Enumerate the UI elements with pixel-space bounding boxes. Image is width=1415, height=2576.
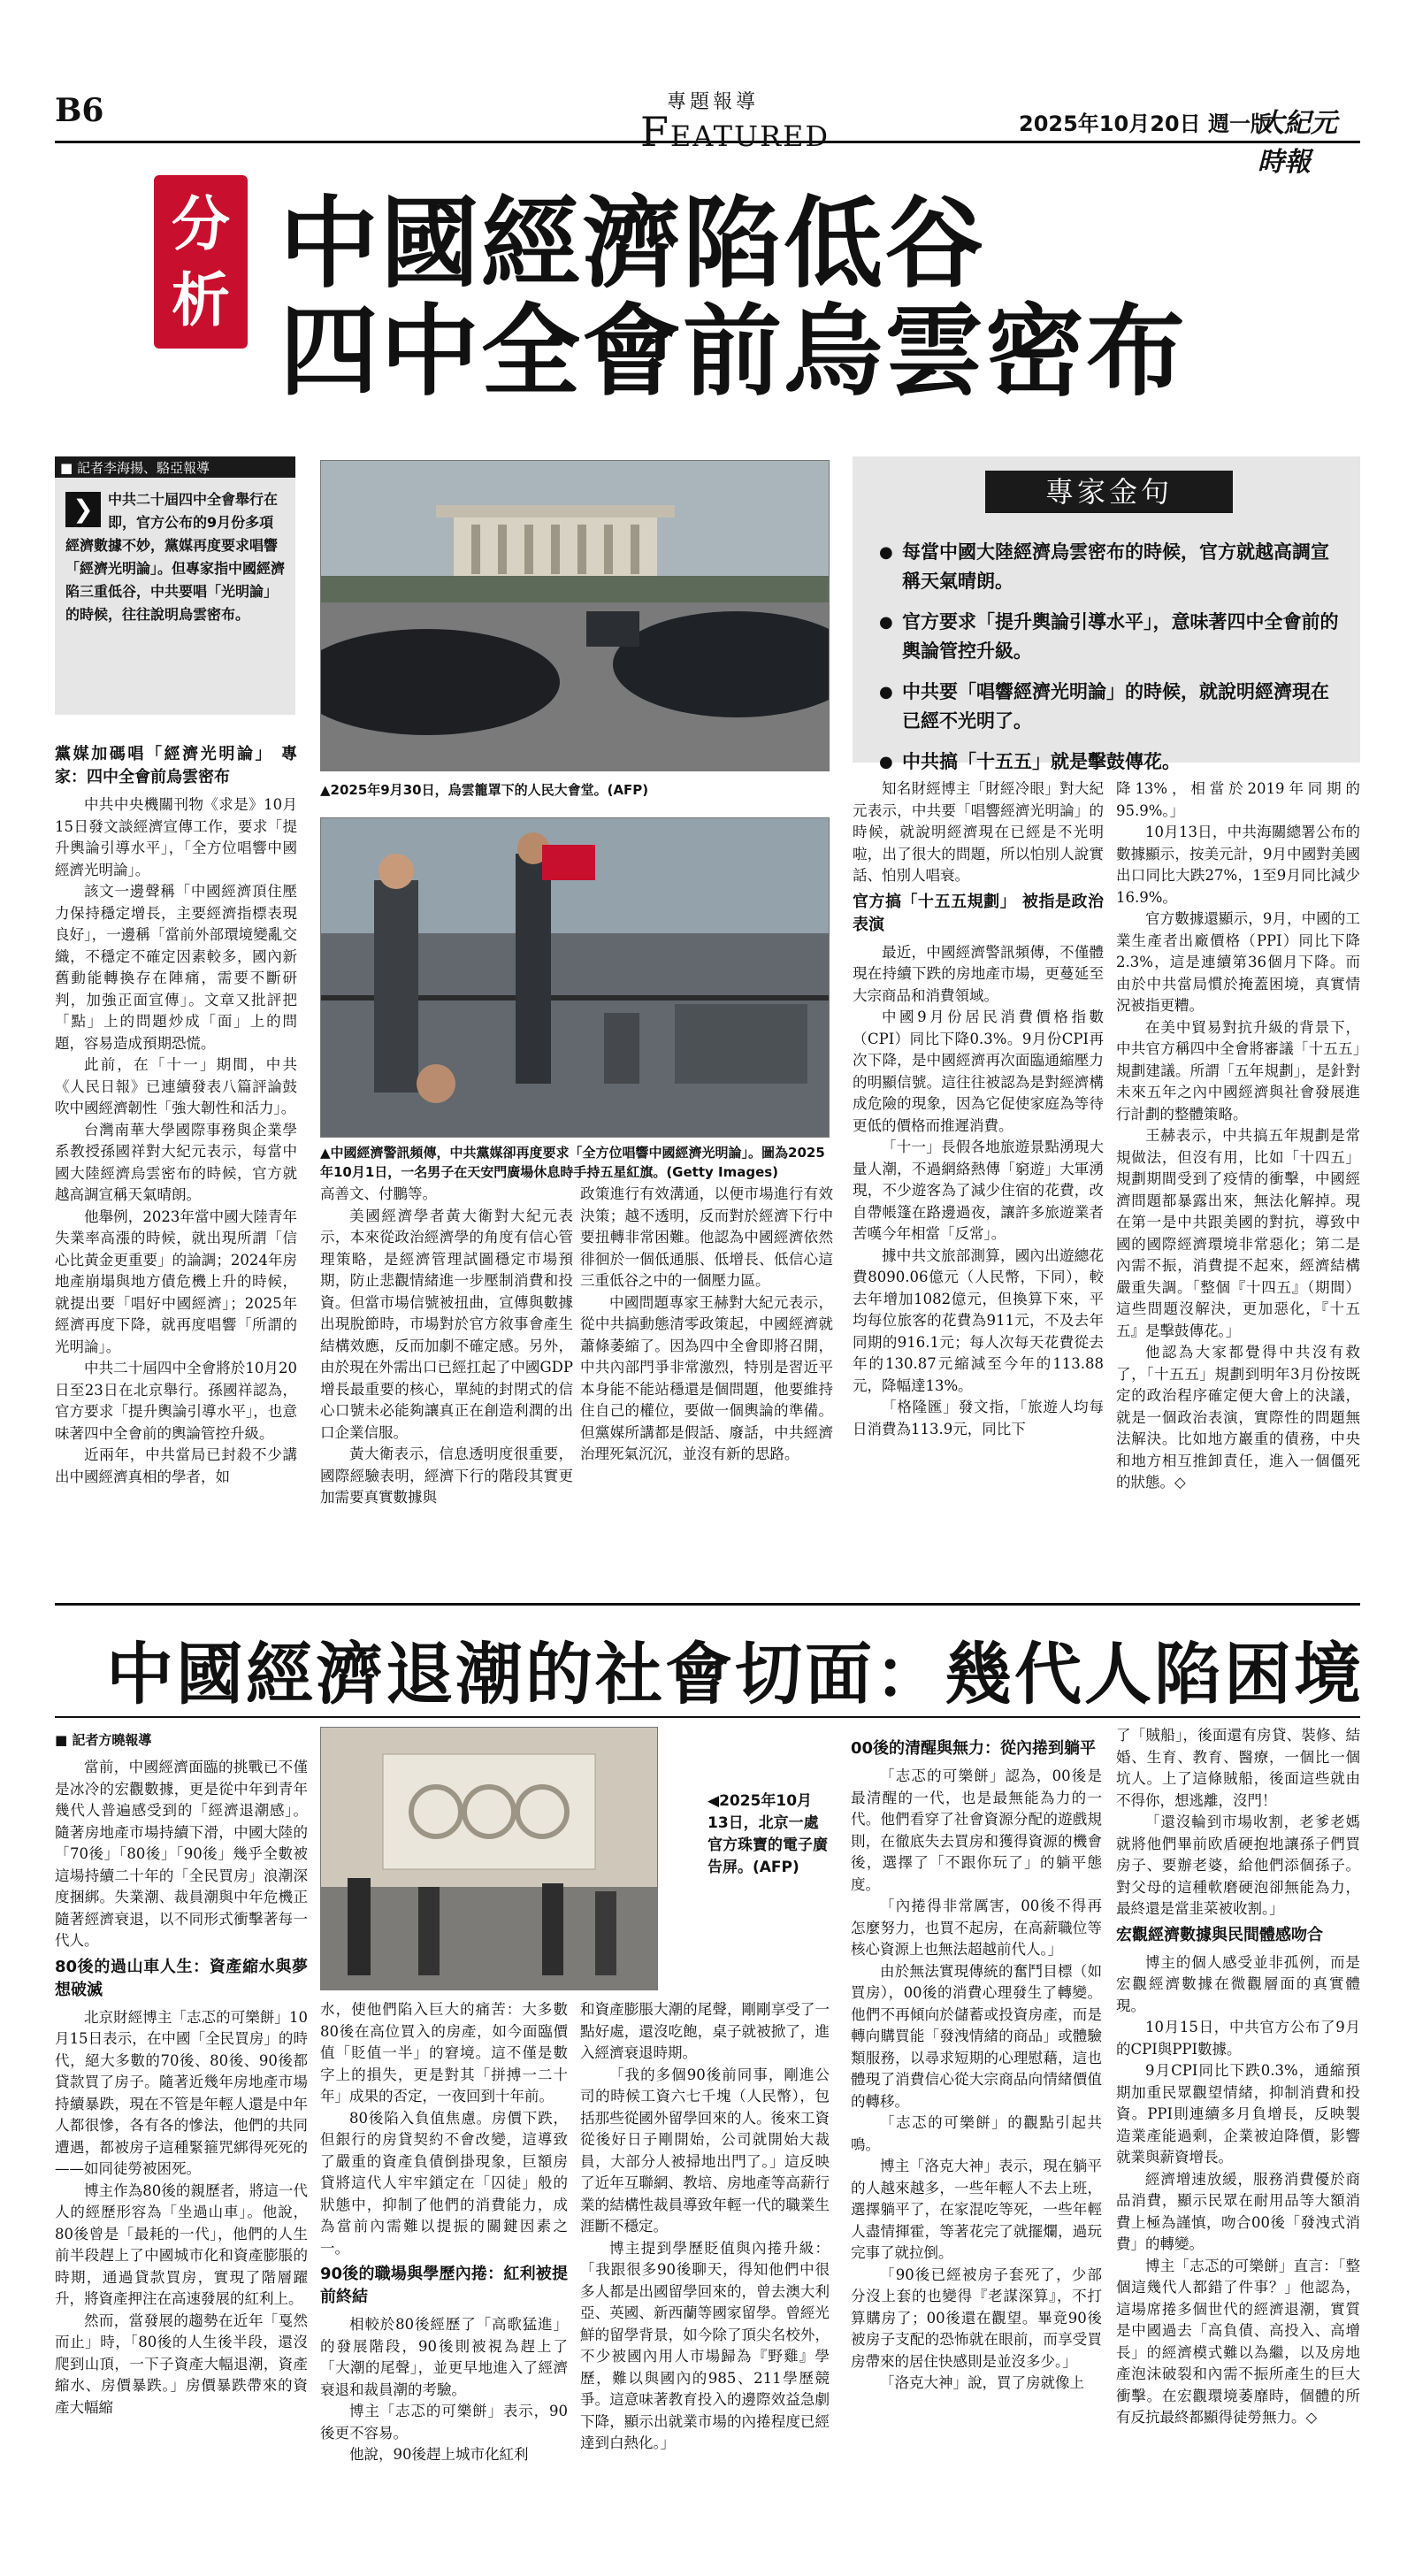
paragraph: 「洛克大神」說，買了房就像上 [880,2374,1084,2391]
page-masthead [55,87,1360,178]
article1-column-3 [580,1184,833,1466]
paragraph: 中國問題專家王赫對大紀元表示，從中共搞動態清零政策起，中國經濟就蕭條萎縮了。因為四中全會即將召開，中共內部門爭非常激烈，特別是習近平本身能不能站穩還是個問題，他要維持住自己的權位，要做一個輿論的準備。但黨媒所講都是假話、廢話，中共經濟治理死氣沉沉，並沒有新的思路。 [580,1293,833,1462]
jewelry-store-photo [320,1727,658,1990]
headline-divider [55,1716,1360,1718]
paragraph: 水，使他們陷入巨大的痛苦：大多數80後在高位買入的房產，如今面臨價值「貶值一半」的窘境。這不僅是數字上的損失，更是對其「拼搏一二十年」成果的否定，一夜回到十年前。 [320,2001,568,2104]
paragraph: 博主「洛克大神」表示，現在躺平的人越來越多，一些年輕人不去上班，選擇躺平了，在家混吃等死，一些年輕人盡情揮霍，等著花完了就擺爛，過玩完事了就拉倒。 [851,2158,1102,2261]
paragraph: 「還沒輪到市場收割，老爹老媽就將他們畢前欧盾硬抱地讓孫子們買房子、要辦老婆，給他們添個孫子。對父母的這種軟磨硬泡卻無能為力，最終還是當韭菜被收割。」 [1116,1813,1360,1917]
paragraph: 政策進行有效溝通，以便市場進行有效決策；越不透明，反而對於經濟下行中要扭轉非常困難。他認為中國經濟依然徘徊於一個低通脹、低增長、低信心這三重低谷之中的一個壓力區。 [580,1185,833,1289]
article2-column-1 [55,1725,308,2419]
paragraph: 近兩年，中共當局已封殺不少講出中國經濟真相的學者，如 [55,1446,297,1485]
jewelry-store-illustration [321,1728,658,1990]
paragraph: 「志忑的可樂餅」的觀點引起共鳴。 [851,2114,1102,2153]
paragraph: 「志忑的可樂餅」認為，00後是最清醒的一代，也是最無能為力的一代。他們看穿了社會資源分配的遊戲規則，在徹底失去買房和獲得資源的機會後，選擇了「不跟你玩了」的躺平態度。 [851,1767,1102,1893]
paragraph: 10月13日，中共海關總署公布的數據顯示，按美元計，9月中國對美國出口同比大跌27%，1至9月同比減少16.9%。 [1116,824,1360,906]
tiananmen-square-photo [320,817,830,1138]
paragraph: 了「賊船」，後面還有房貸、裝修、結婚、生育、教育、醫療，一個比一個坑人。上了這條賊船，後面這些就由不得你，想逃離，沒門！ [1116,1727,1360,1809]
paragraph: 博主作為80後的親歷者，將這一代人的經歷形容為「坐過山車」。他說，80後曾是「最耗的一代」，他們的人生前半段趕上了中國城市化和資產膨脹的時期，通過貸款買房，實現了階層躍升，將資產押注在高速發展的紅利上。 [55,2181,308,2307]
paragraph: 中共中央機關刊物《求是》10月15日發文談經濟宣傳工作，要求「提升輿論引導水平」，「全方位唱響中國經濟光明論」。 [55,796,297,878]
subheading: 90後的職場與學歷內捲：紅利被提前終結 [320,2265,568,2306]
expert-quotes-list [879,538,1339,788]
paragraph: 10月15日，中共官方公布了9月的CPI與PPI數據。 [1116,2019,1360,2058]
paragraph: 「90後已經被房子套死了，少部分沒上套的也變得『老謀深算』，不打算購房了；00後還在觀望。畢竟90後被房子支配的恐怖就在眼前，而享受買房帶來的居住快感則是並沒多少。」 [851,2266,1102,2370]
paragraph: 博主「志忑的可樂餅」直言：「整個這幾代人都錯了件事？」他認為，這場席捲多個世代的經濟退潮，實質是中國過去「高負債、高投入、高增長」的經濟模式難以為繼，以及房地產泡沫破裂和內需不振所產生的巨大衝擊。在宏觀環境萎靡時，個體的所有反抗最終都顯得徒勞無力。◇ [1116,2257,1360,2426]
subheading: 00後的清醒與無力：從內捲到躺平 [851,1739,1097,1758]
headline-article2: 中國經濟退潮的社會切面：幾代人陷困境 [106,1635,1364,1714]
paragraph: 他認為大家都覺得中共沒有救了，「十五五」規劃到明年3月份按既定的政治程序確定便大會上的決議，就是一個政治表演，實際性的問題無法解決。比如地方巖重的債務，中央和地方相互推卸責任，進入一個僵死的狀態。◇ [1116,1344,1360,1491]
subheading: 宏觀經濟數據與民間體感吻合 [1116,1925,1323,1944]
paragraph: 在美中貿易對抗升級的背景下，中共官方稱四中全會將審議「十五五」規劃建議。所謂「五年規劃」，是針對未來五年之內中國經濟與社會發展進行計劃的整體策略。 [1116,1018,1360,1123]
summary-text: 中共二十屆四中全會舉行在即，官方公布的9月份多項經濟數據不妙，黨媒再度要求唱響「經濟光明論」。但專家指中國經濟陷三重低谷，中共要唱「光明論」的時候，往往說明烏雲密布。 [65,491,286,623]
paragraph: 據中共文旅部測算，國內出遊總花費8090.06億元（人民幣，下同），較去年增加1082億元，但換算下來，平均每位旅客的花費為911元，不及去年同期的916.1元；每人次每天花費從去年的130.87元縮減至今年的113.88元，降幅達13%。 [853,1246,1104,1394]
expert-quote: ● 中共要「唱響經濟光明論」的時候，就說明經濟現在已經不光明了。 [879,678,1339,736]
analysis-tag [154,175,248,349]
article1-column-1 [55,740,297,1488]
paragraph: 中共二十屆四中全會將於10月20日至23日在北京舉行。孫國祥認為，官方要求「提升輿論引導水平」，也意味著四中全會前的輿論管控升級。 [55,1360,297,1442]
paragraph: 該文一邊聲稱「中國經濟頂住壓力保持穩定增長，主要經濟指標表現良好」，一邊稱「當前外部環境變亂交織，不穩定不確定因素較多，國內新舊動能轉換存在陣痛，需要不斷研判，加強正面宣傳」。文章又批評把「點」上的問題炒成「面」上的問題，容易造成預期恐慌。 [55,883,297,1052]
issue-date: 2025年10月20日 週一版 [1019,111,1272,136]
paragraph: 北京財經博主「志忑的可樂餅」10月15日表示，在中國「全民買房」的時代，絕大多數的70後、80後、90後都貸款買了房子。隨著近幾年房地產市場持續暴跌，現在不管是年輕人還是中年人都很慘，各有各的慘法，他們的共同遭遇，都被房子這種緊箍咒綁得死死的——如同徒勞被困死。 [55,2008,308,2177]
paragraph: 經濟增速放緩，服務消費優於商品消費，顯示民眾在耐用品等大額消費上極為謹慎，吻合00後「發洩式消費」的轉變。 [1116,2170,1360,2252]
paragraph: 他舉例，2023年當中國大陸青年失業率高漲的時候，就出現所謂「信心比黃金更重要」的論調；2024年房地產崩塌與地方債危機上升的時候，就提出要「唱好中國經濟」；2025年經濟再度下降，就再度唱響「所謂的光明論」。 [55,1208,297,1355]
expert-quotes-box [853,456,1360,772]
photo-caption-2: ▲中國經濟警訊頻傳，中共黨媒卻再度要求「全方位唱響中國經濟光明論」。圖為2025年10月1日，一名男子在天安門廣場休息時手持五星紅旗。(Getty Images) [320,1145,825,1180]
paragraph: 博主「志忑的可樂餅」表示，90後更不容易。 [320,2403,568,2442]
article2-column-5 [1116,1725,1360,2429]
analysis-tag-line2: 析 [172,265,230,334]
paragraph: 和資產膨脹大潮的尾聲，剛剛享受了一點好處，還沒吃飽，桌子就被掀了，進入經濟衰退時期。 [580,2001,830,2061]
section-label-zh: 專題報導 [667,91,760,113]
article1-column-5 [1116,778,1360,1494]
article2-column-3 [580,1999,830,2455]
paragraph: 最近，中國經濟警訊頻傳，不僅體現在持續下跌的房地產市場，更蔓延至大宗商品和消費領域。 [853,943,1104,1004]
paragraph: 然而，當發展的趨勢在近年「戛然而止」時，「80後的人生後半段，還沒爬到山頂，一下子資產大幅退潮，資產縮水、房價暴跌。」房價暴跌帶來的資產大幅縮 [55,2312,308,2416]
section-initial: F [640,108,670,156]
page-number: B6 [55,92,104,129]
paragraph: 當前，中國經濟面臨的挑戰已不僅是冰冷的宏觀數據，更是從中年到青年幾代人普遍感受到的「經濟退潮感」。隨著房地產市場持續下滑，中國大陸的「70後」「80後」「90後」幾乎全數被這場持續二十年的「全民買房」浪潮深度捆綁。失業潮、裁員潮與中年危機正隨著經濟衰退，以不同形式衝擊著每一代人。 [55,1759,308,1949]
great-hall-illustration [321,461,830,771]
paragraph: 台灣南華大學國際事務與企業學系教授孫國祥對大紀元表示，每當中國大陸經濟烏雲密布的時候，官方就越高調宣稱天氣晴朗。 [55,1121,297,1203]
paragraph: 由於無法實現傳統的奮鬥目標（如買房），00後的消費心理發生了轉變。他們不再傾向於儲蓄或投資房產，而是轉向購買能「發洩情緒的商品」或體驗類服務，以尋求短期的心理慰藉，這也體現了消費信心從大宗商品向情緒價值的轉移。 [851,1962,1102,2110]
paragraph: 高善文、付鵬等。 [320,1185,437,1202]
expert-quote: ● 官方要求「提升輿論引導水平」，意味著四中全會前的輿論管控升級。 [879,608,1339,666]
article1-column-2 [320,1184,573,1509]
section-label-en [640,108,830,156]
byline: ■ 記者方曉報導 [55,1732,152,1748]
subheading: 官方搞「十五五規劃」 被指是政治表演 [853,892,1104,934]
tiananmen-illustration [321,818,830,1138]
paragraph: 相較於80後經歷了「高歌猛進」的發展階段，90後則被視為趕上了「大潮的尾聲」，並更早地進入了經濟衰退和裁員潮的考驗。 [320,2316,568,2398]
article2-column-4 [851,1734,1102,2395]
paragraph: 此前，在「十一」期間，中共《人民日報》已連續發表八篇評論鼓吹中國經濟韌性「強大韌性和活力」。 [55,1056,297,1116]
paragraph: 中國9月份居民消費價格指數（CPI）同比下降0.3%。9月份CPI再次下降，是中國經濟再次面臨通縮壓力的明顯信號。這往往被認為是對經濟構成危險的現象，因為它促使家庭為等待更低的價格而推遲消費。 [853,1008,1104,1134]
great-hall-photo [320,460,830,771]
paragraph: 他說，90後趕上城市化紅利 [349,2446,529,2463]
article2-column-2 [320,1999,568,2466]
section-rest: EATURED [669,119,830,153]
paragraph: 「我的多個90後前同事，剛進公司的時候工資六七千塊（人民幣），包括那些從國外留學回來的人。後來工資從後好日子剛開始，公司就開始大裁員，大部分人被掃地出門了。」這反映了近年互聯網、教培、房地產等高薪行業的結構性裁員導致年輕一代的職業生涯斷不穩定。 [580,2066,830,2235]
expert-box-title: 專家金句 [985,471,1233,513]
paragraph: 「格隆匯」發文指，「旅遊人均每日消費為113.9元，同比下 [853,1399,1104,1438]
paragraph: 「十一」長假各地旅遊景點湧現大量人潮，不過網絡熱傳「窮遊」大軍湧現，不少遊客為了減少住宿的花費，改自帶帳篷在路邊過夜，讓許多旅遊業者苦嘆今年相當「反常」。 [853,1138,1104,1242]
paragraph: 王赫表示，中共搞五年規劃是常規做法，但沒有用，比如「十四五」規劃期間受到了疫情的衝擊，中國經濟問題都暴露出來，無法化解掉。現在第一是中共跟美國的對抗，導致中國的國際經濟環境非常惡化；第二是內需不振，消費提不起來，經濟結構嚴重失調。「整個『十四五』（期間）這些問題沒解決，更加惡化，『十五五』是擊鼓傳花。」 [1116,1127,1360,1339]
subheading: 黨媒加碼唱「經濟光明論」 專家：四中全會前烏雲密布 [55,745,297,786]
article1-column-4 [853,778,1104,1440]
summary-box [55,478,295,715]
paragraph: 官方數據還顯示，9月，中國的工業生產者出廠價格（PPI）同比下降2.3%，這是連續第36個月下降。而由於中共當局慣於掩蓋困境，真實情況被指更糟。 [1116,910,1360,1014]
paragraph: 美國經濟學者黃大衛對大紀元表示，本來從政治經濟學的角度有信心管理策略，是經濟管理試圖穩定市場預期，防止悲觀情緒進一步壓制消費和投資。但當市場信號被扭曲，宣傳與數據出現脫節時，市場對於官方敘事會產生結構效應，反而加劇不確定感。另外，由於現在外需出口已經扛起了中國GDP增長最重要的核心，單純的封閉式的信心口號未必能夠讓真正在創造利潤的出口企業信服。 [320,1207,573,1441]
headline-line2: 四中全會前烏雲密布 [279,295,1187,410]
paragraph: 降13%，相當於2019年同期的95.9%。」 [1116,780,1360,819]
paragraph: 9月CPI同比下跌0.3%，通縮預期加重民眾觀望情緒，抑制消費和投資。PPI則連續多月負增長，反映製造業產能過剩，企業被迫降價，影響就業與薪資增長。 [1116,2062,1360,2166]
expert-quote: ● 中共搞「十五五」就是擊鼓傳花。 [879,748,1339,777]
subheading: 80後的過山車人生：資產縮水與夢想破滅 [55,1957,308,1999]
paragraph: 黃大衛表示，信息透明度很重要，國際經驗表明，經濟下行的階段其實更加需要真實數據與 [320,1445,573,1506]
paragraph: 知名財經博主「財經冷眼」對大紀元表示，中共要「唱響經濟光明論」的時候，就說明經濟現在已經是不光明啦，出了很大的問題，所以怕別人說實話、怕別人唱衰。 [853,780,1104,884]
paragraph: 「內捲得非常厲害，00後不得再怎麼努力，也買不起房，在高薪職位等核心資源上也無法超越前代人。」 [851,1898,1102,1958]
newspaper-logo: 大紀元時報 [1258,108,1337,178]
photo-caption-3: ◀2025年10月13日，北京一處官方珠寶的電子廣告屏。(AFP) [708,1792,828,1876]
headline-line1: 中國經濟陷低谷 [279,187,985,302]
paragraph: 80後陷入負值焦慮。房價下跌，但銀行的房貸契約不會改變，這導致了嚴重的資產負債倒掛現象，巨額房貸將這代人牢牢鎖定在「囚徒」般的狀態中，抑制了他們的消費能力，成為當前內需難以提振的關鍵因素之一。 [320,2109,568,2257]
photo-caption-1: ▲2025年9月30日，烏雲籠罩下的人民大會堂。(AFP) [320,782,649,798]
paragraph: 博主的個人感受並非孤例，而是宏觀經濟數據在微觀層面的真實體現。 [1116,1953,1360,2014]
section-divider [55,1603,1360,1606]
expert-quote: ● 每當中國大陸經濟烏雲密布的時候，官方就越高調宣稱天氣晴朗。 [879,538,1339,596]
analysis-tag-line1: 分 [172,189,230,258]
chevron-right-icon: ❯ [65,492,101,527]
byline: ■ 記者李海揚、駱亞報導 [55,456,295,478]
paragraph: 博主提到學歷貶值與內捲升級：「我跟很多90後聊天，得知他們中很多人都是出國留學回來的，曾去澳大利亞、英國、新西蘭等國家留學。曾經光鮮的留學背景，如今除了頂尖名校外，不少被國內用人市場歸為『野雞』學歷，難以與國內的985、211學歷競爭。這意味著教育投入的邊際效益急劇下降，顯示出就業市場的內捲程度已經達到白熱化。」 [580,2239,830,2451]
